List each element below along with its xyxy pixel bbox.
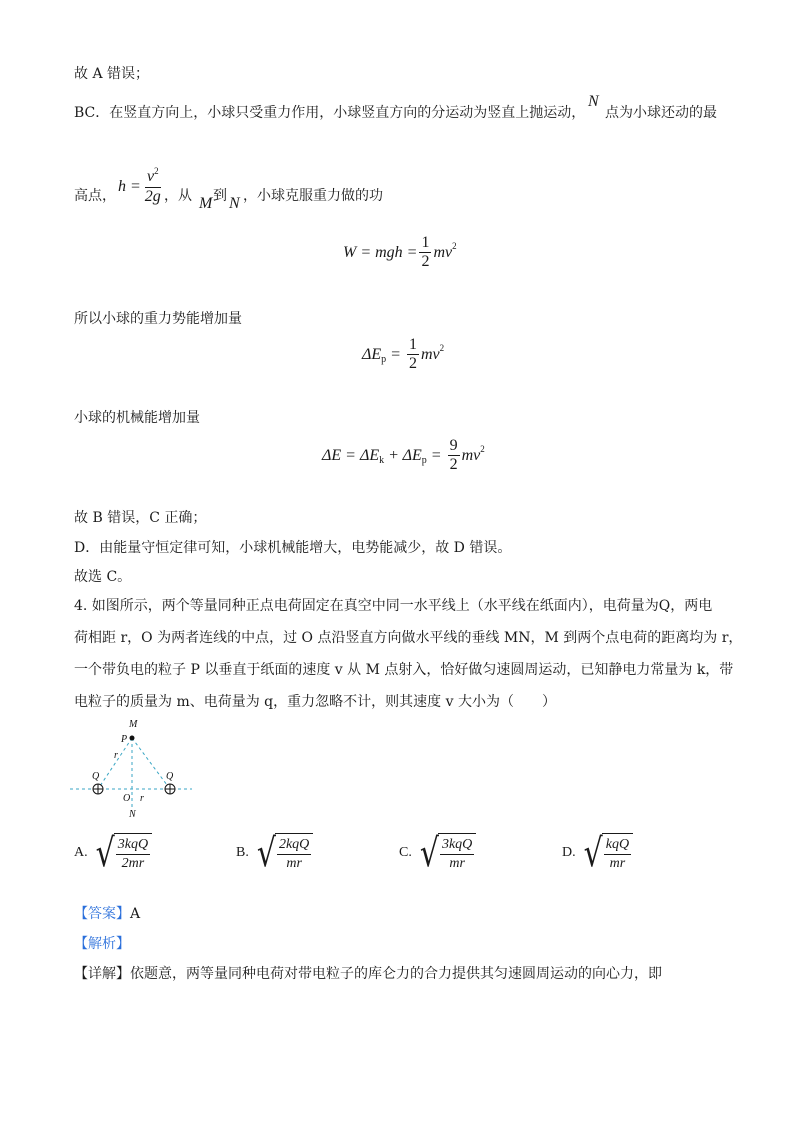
denominator: 2 bbox=[421, 253, 430, 270]
denominator: 2 bbox=[449, 456, 458, 473]
text-line: ，小球克服重力做的功 bbox=[243, 188, 383, 204]
sqrt-expression bbox=[419, 830, 476, 876]
math-var: N bbox=[229, 195, 240, 212]
answer-line bbox=[74, 904, 140, 924]
subscript: p bbox=[421, 455, 427, 466]
math-text: mv bbox=[433, 243, 453, 261]
label-o: O bbox=[123, 793, 131, 804]
option-label: D. bbox=[562, 845, 576, 860]
numerator: 3kqQ bbox=[116, 836, 150, 855]
label-q-right: Q bbox=[166, 771, 174, 782]
subscript: p bbox=[381, 354, 387, 365]
numerator bbox=[145, 168, 161, 188]
sqrt-body bbox=[114, 833, 152, 873]
math-text: + ΔE bbox=[388, 446, 422, 464]
detail-text: 依题意，两等量同种电荷对带电粒子的库仑力的合力提供其匀速圆周运动的向心力，即 bbox=[130, 966, 662, 982]
option-label: A. bbox=[74, 845, 88, 860]
fraction bbox=[604, 836, 631, 873]
numerator: 1 bbox=[408, 336, 417, 353]
sqrt-body bbox=[275, 833, 313, 873]
text-line: 故选 C。 bbox=[74, 569, 132, 585]
exponent: 2 bbox=[452, 240, 457, 251]
fraction bbox=[448, 437, 460, 474]
numerator: kqQ bbox=[604, 836, 631, 855]
equation-potential bbox=[362, 336, 444, 373]
numerator: 1 bbox=[421, 234, 430, 251]
charge-diagram bbox=[70, 714, 200, 824]
right-distance-line bbox=[132, 738, 170, 789]
analysis-tag: 【解析】 bbox=[74, 936, 130, 952]
math-var: M bbox=[199, 195, 213, 212]
label-r-bottom: r bbox=[140, 793, 144, 804]
text-line: 高点， bbox=[74, 188, 116, 204]
text-line: 故 A 错误； bbox=[74, 66, 150, 82]
exponent: 2 bbox=[480, 443, 485, 454]
option-label: C. bbox=[399, 845, 412, 860]
detail-line bbox=[74, 964, 662, 984]
question-text: 4. 如图所示，两个等量同种正点电荷固定在真空中同一水平线上（水平线在纸面内），电荷量为Q，两电 bbox=[74, 598, 713, 614]
label-m: M bbox=[129, 719, 138, 730]
sqrt-expression bbox=[583, 830, 633, 876]
equation-mechanical bbox=[322, 437, 485, 474]
text-line: 点为小球还动的最 bbox=[605, 105, 717, 121]
text-line: BC．在竖直方向上，小球只受重力作用，小球竖直方向的分运动为竖直上抛运动， bbox=[74, 105, 586, 121]
text-line: 到 bbox=[213, 188, 227, 204]
text-line: ，从 bbox=[164, 188, 192, 204]
fraction bbox=[116, 836, 150, 873]
label-n: N bbox=[129, 809, 136, 820]
denominator: 2g bbox=[144, 188, 161, 205]
fraction bbox=[277, 836, 311, 873]
denominator: 2 bbox=[408, 355, 417, 372]
label-r-left: r bbox=[114, 750, 118, 761]
radical-sign: √ bbox=[95, 830, 115, 876]
option-d[interactable] bbox=[562, 830, 633, 876]
numerator: 3kqQ bbox=[440, 836, 474, 855]
sqrt-body bbox=[602, 833, 633, 873]
math-h-formula bbox=[118, 168, 165, 206]
text-line: 小球的机械能增加量 bbox=[74, 410, 200, 426]
sqrt-expression bbox=[95, 830, 152, 876]
detail-tag: 【详解】 bbox=[74, 966, 130, 982]
numerator: 9 bbox=[449, 437, 458, 454]
math-text: = bbox=[390, 345, 401, 363]
label-p: P bbox=[121, 734, 128, 745]
question-text: 荷相距 r，O 为两者连线的中点，过 O 点沿竖直方向做水平线的垂线 MN，M 到两个点电荷的距离均为 r， bbox=[74, 630, 743, 646]
option-c[interactable] bbox=[399, 830, 476, 876]
math-var: N bbox=[588, 93, 599, 110]
fraction bbox=[419, 234, 431, 271]
math-text: mv bbox=[461, 446, 481, 464]
answer-value: A bbox=[130, 906, 141, 922]
text-line: D．由能量守恒定律可知，小球机械能增大，电势能减少，故 D 错误。 bbox=[74, 540, 512, 556]
exponent: 2 bbox=[154, 166, 159, 176]
option-b[interactable] bbox=[236, 830, 313, 876]
text-line: 故 B 错误，C 正确； bbox=[74, 510, 207, 526]
denominator: 2mr bbox=[121, 856, 145, 871]
answer-tag: 【答案】 bbox=[74, 906, 130, 922]
left-distance-line bbox=[98, 738, 132, 789]
denominator: mr bbox=[449, 856, 465, 871]
math-text: v bbox=[146, 168, 155, 185]
math-text: mv bbox=[420, 345, 440, 363]
radical-sign: √ bbox=[583, 830, 603, 876]
right-charge-icon bbox=[165, 784, 175, 794]
option-a[interactable] bbox=[74, 830, 152, 876]
subscript: k bbox=[379, 455, 385, 466]
math-text: W = mgh = bbox=[343, 243, 418, 261]
denominator: mr bbox=[609, 856, 626, 871]
numerator: 2kqQ bbox=[277, 836, 311, 855]
option-label: B. bbox=[236, 845, 249, 860]
math-text: = bbox=[430, 446, 442, 464]
particle-point bbox=[130, 736, 135, 741]
math-text: h = bbox=[118, 178, 141, 195]
label-q-left: Q bbox=[92, 771, 100, 782]
equation-work bbox=[343, 234, 457, 271]
radical-sign: √ bbox=[256, 830, 276, 876]
question-text: 一个带负电的粒子 P 以垂直于纸面的速度 v 从 M 点射入，恰好做匀速圆周运动，已知静电力常量为 k，带 bbox=[74, 662, 734, 678]
denominator: mr bbox=[286, 856, 302, 871]
exponent: 2 bbox=[439, 342, 445, 353]
math-text: ΔE bbox=[362, 345, 382, 363]
radical-sign: √ bbox=[419, 830, 439, 876]
question-text: 电粒子的质量为 m、电荷量为 q，重力忽略不计，则其速度 v 大小为（ ） bbox=[74, 694, 556, 710]
math-text: ΔE = ΔE bbox=[322, 446, 380, 464]
left-charge-icon bbox=[93, 784, 103, 794]
fraction bbox=[440, 836, 474, 873]
fraction bbox=[407, 336, 419, 373]
text-line: 所以小球的重力势能增加量 bbox=[74, 311, 242, 327]
sqrt-expression bbox=[256, 830, 313, 876]
sqrt-body bbox=[438, 833, 476, 873]
fraction bbox=[143, 168, 163, 206]
